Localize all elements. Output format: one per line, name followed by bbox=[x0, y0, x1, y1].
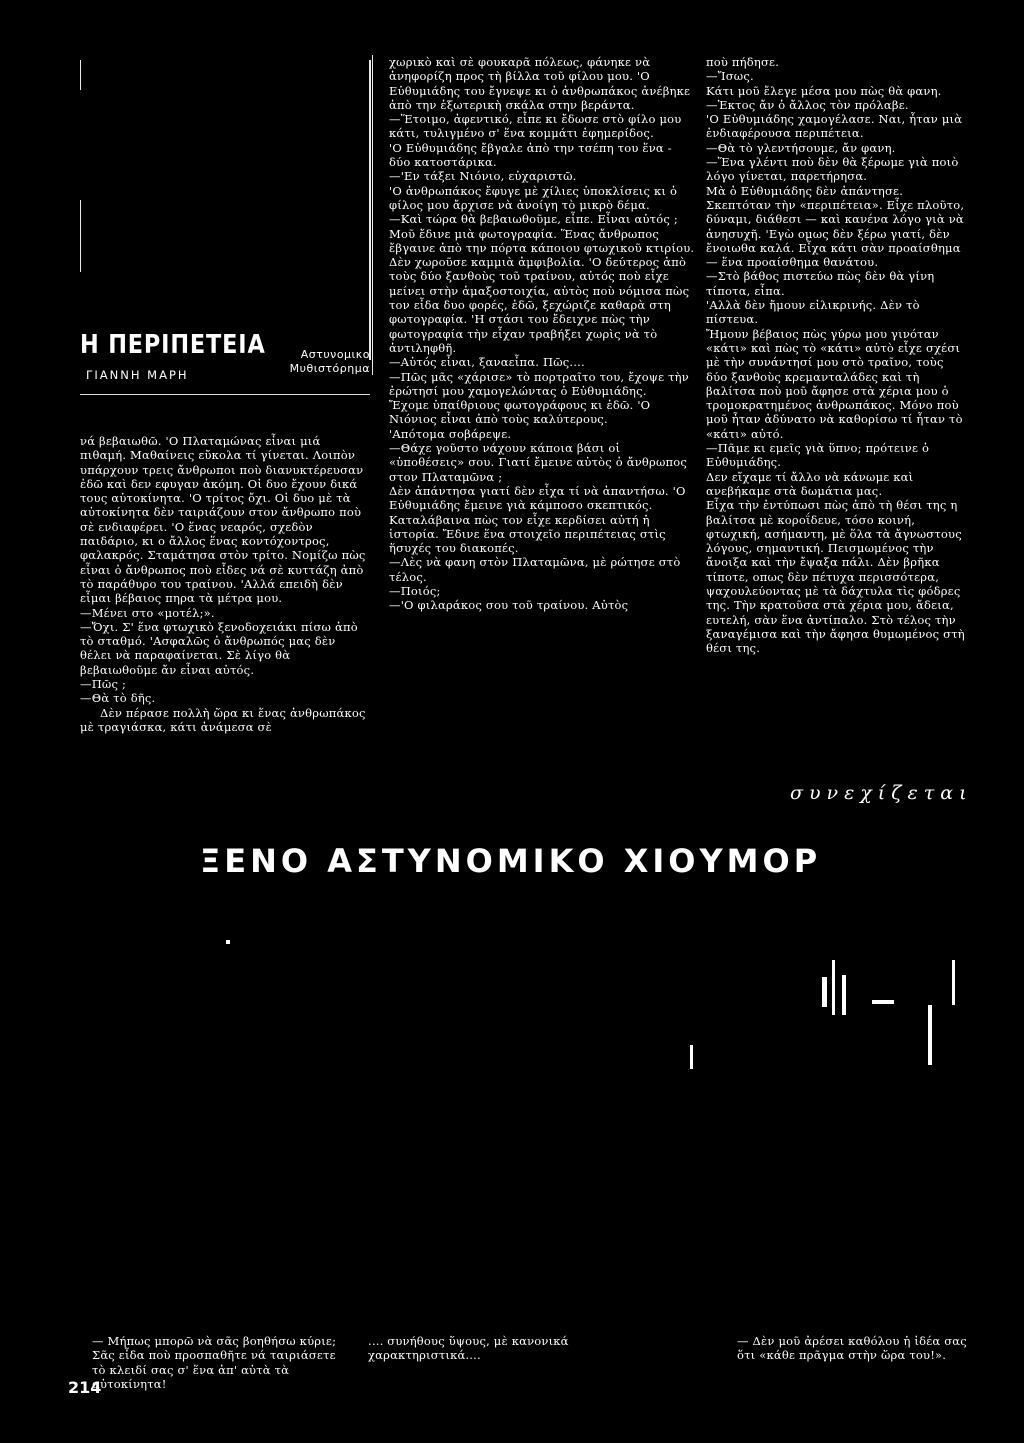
paragraph: —Ἐκτος ἄν ὁ ἄλλος τὸν πρόλαβε. bbox=[706, 97, 909, 112]
paragraph: —Ἕτοιμο, ἀφεντικό, εἶπε κι ἔδωσε στὸ φίλο μου κάτι, τυλιγμένο σ' ἕνα κομμάτι ἐφημερίδος. bbox=[389, 112, 682, 141]
paragraph: —Μένει στο «μοτέλ;». bbox=[80, 605, 215, 620]
cartoon-caption-1: — Μήπως μπορῶ νὰ σᾶς βοηθήσω κύριε; Σᾶς εἶδα ποὺ προσπαθῆτε νά ταιριάσετε τὸ κλειδί σας σ' ἕνα ἀπ' αὐτὰ τὰ αὐτοκίνητα! bbox=[92, 1334, 337, 1391]
paragraph: Ἔχομε ὑπαίθριους φωτογράφους κι ἐδῶ. 'Ο Νιόνιος εἶναι ἀπὸ τοὺς καλύτερους. bbox=[389, 398, 651, 427]
cartoon-stroke bbox=[822, 977, 827, 1007]
column-rule-top bbox=[372, 55, 373, 375]
cartoon-stroke bbox=[226, 940, 230, 944]
paragraph: —Πῶς μᾶς «χάρισε» τὸ πορτραῖτο του, ἔχοψε τὴν ἐρώτησί μου χαμογελώντας ὁ Εὐθυμιάδης. bbox=[389, 369, 689, 398]
genre-label-1: Αστυνομικο bbox=[300, 348, 370, 361]
paragraph: —Θὰ τὸ γλεντήσουμε, ἄν φανη. bbox=[706, 140, 896, 155]
paragraph: ποὺ πήδησε. bbox=[706, 55, 780, 69]
paragraph: —Θὰ τὸ δῆς. bbox=[80, 691, 156, 706]
paragraph: νά βεβαιωθῶ. 'Ο Πλαταμώνας εἶναι μιά πιθαμή. Μαθαίνεις εὔκολα τί γίνεται. Λοιπὸν υπάρχουν τρεις ἄνθρωποι ποὺ διανυκτέρευσαν ἐδῶ καὶ δεν εφυγαν ἀκόμη. Οἱ δυο ἔχουν δικά τους αὐτοκίνητα. 'Ο τρίτος ὄχι. Οἱ δυο μὲ τὰ αὐτοκίνητα δὲν ταιριάζουν στον ἄνθρωπο ποὺ σὲ ενδιαφέρει. 'Ο ἕνας νεαρός, σχεδὸν παιδάριο, κι ο ἄλλος ἕνας κοντόχοντρος, φαλακρός. Σταμάτησα στὸν τρίτο. Νομίζω πὼς εἶναι ὁ ἄνθρωπος ποὺ εἶδες νά σὲ κυττάζη ἀπὸ τὸ παράθυρο του τραίνου. 'Αλλά επειδὴ δὲν εἶμαι βέβαιος πηρα τὰ μέτρα μου. bbox=[80, 434, 366, 606]
paragraph: Εἶχα τὴν ἐντύπωσι πὼς ἀπὸ τὴ θέσι της η βαλίτσα μὲ κοροΐδευε, τόσο κοινή, φτωχική, ασήμαντη, μὲ ὅλα τὰ ἄγνωστους λόγους, σημαντική. Πεισμωμένος τὴν ἄνοιξα καὶ τὴν ἔψαξα πάλι. Δὲν βρῆκα τίποτε, οπως δὲν πέτυχα περισσότερα, ψαχουλεύοντας μὲ τὰ δάχτυλα τὶς φόδρες της. Τὴν κρατοῦσα στὰ χέρια μου, ἄδεια, ευτελή, σὰν ἕνα ἀντίπαλο. Στὸ τέλος τὴν ξαναγέμισα καὶ τὴν ἄφησα θυμωμένος στὴ θέσι της. bbox=[706, 498, 965, 656]
paragraph: χωρικὸ καὶ σὲ φουκαρᾶ πόλεως, φάνηκε νὰ ἀνηφορίζη προς τὴ βίλλα τοῦ φίλου μου. 'Ο Εὐθυμιάδης του ἔγνεψε κι ὁ ἀνθρωπάκος ἀνέβηκε ἀπὸ την ἐξωτερικὴ σκάλα στην βεράντα. bbox=[389, 55, 691, 112]
paragraph: —Λὲς νὰ φανη στὸν Πλαταμῶνα, μὲ ρώτησε στὸ τέλος. bbox=[389, 555, 681, 584]
paragraph: Δεν εἴχαμε τί ἄλλο νὰ κάνωμε καὶ ανεβήκαμε στὰ δωμάτια μας. bbox=[706, 469, 914, 498]
author-name: ΓΙΑΝΝΗ ΜΑΡΗ bbox=[86, 368, 189, 382]
cartoon-stroke bbox=[842, 975, 846, 1015]
page-number: 214 bbox=[68, 1378, 102, 1397]
paragraph: —Ἴσως. bbox=[706, 69, 754, 84]
paragraph: Δὲν χωροῦσε καμμιὰ ἀμφιβολία. 'Ο δεύτερος ἀπὸ τοὺς δύο ξανθοὺς τοῦ τραίνου, αὐτός ποὺ εἶχε μείνει στὴν ἁμαξοστοιχία, αὐτὸς ποὺ νόμισα πὼς τον εἶδα δυο φορές, ἐδῶ, ξεχώριζε καθαρὰ στη φωτογραφία. 'Η στάσι του ἔδειχνε πὼς τὴν φωτογραφία τὴν εἶχαν τραβήξει χωρὶς νὰ τὸ ἀντιληφθῆ. bbox=[389, 255, 690, 355]
cartoon-stroke bbox=[872, 1000, 894, 1004]
paragraph: 'Αλλὰ δὲν ἤμουν εἰλικρινής. Δὲν τὸ πίστευα. bbox=[706, 298, 920, 327]
paragraph: 'Ο ἀνθρωπάκος ἔφυγε μὲ χίλιες ὑποκλίσεις κι ὁ φίλος μου ἄρχισε νὰ ἀνοίγη τὸ μικρὸ δέμα. bbox=[389, 183, 678, 212]
story-header bbox=[80, 316, 370, 382]
cartoon-caption-2: .... συνήθους ὕψους, μὲ κανονικά χαρακτηριστικά.... bbox=[368, 1334, 569, 1363]
cartoon-caption-3: — Δὲν μοῦ ἀρέσει καθόλου ἡ ἰδέα σας ὅτι «κάθε πρᾶγμα στὴν ὥρα του!». bbox=[737, 1334, 967, 1363]
paragraph: —Πῶς ; bbox=[80, 677, 127, 692]
text-column-1 bbox=[80, 434, 370, 734]
paragraph: —'Εν τάξει Νιόνιο, εὐχαριστῶ. bbox=[389, 169, 577, 184]
paragraph: Μοῦ ἔδινε μιὰ φωτογραφία. Ἕνας ἄνθρωπος ἔβγαινε ἀπὸ την πόρτα κάποιου φτωχικοῦ κτιρίου. bbox=[389, 226, 695, 255]
column-rule-right bbox=[369, 60, 371, 360]
title-divider bbox=[80, 394, 370, 395]
cartoon-panel bbox=[90, 905, 990, 1325]
paragraph: —Πᾶμε κι εμεῖς γιὰ ὕπνο; πρότεινε ὁ Εὐθυμιάδης. bbox=[706, 441, 930, 470]
paragraph: Σκεπτόταν τὴν «περιπέτεια». Εἶχε πλοῦτο, δύναμι, διάθεσι — καὶ κανένα λόγο γιὰ νὰ ἀνησυχῆ. 'Εγὼ ομως δὲν ξέρω γιατί, δὲν ἔνοιωθα καλά. Εἶχα κάτι σὰν προαίσθημα — ἕνα προαίσθημα θανάτου. bbox=[706, 197, 965, 270]
paragraph: —Καὶ τώρα θὰ βεβαιωθοῦμε, εἶπε. Εἶναι αὐτός ; bbox=[389, 212, 678, 227]
text-column-2 bbox=[389, 55, 695, 613]
text-column-3 bbox=[706, 55, 968, 655]
paragraph: Δὲν ἀπάντησα γιατί δὲν εἶχα τί νὰ ἀπαντήσω. 'Ο Εὐθυμιάδης ἔμεινε γιὰ κάμποσο σκεπτικός. Καταλάβαινα πὼς τον εἶχε κερδίσει αὐτή ἡ ἱστορία. Ἔδινε ἕνα στοιχεῖο περιπέτειας στὶς ἥσυχές του διακοπές. bbox=[389, 483, 686, 556]
paragraph: 'Ο Εὐθυμιάδης ἔβγαλε ἀπὸ την τσέπη του ἕνα - δύο κατοστάρικα. bbox=[389, 140, 672, 170]
paragraph: Ἤμουν βέβαιος πὼς γύρω μου γινόταν «κάτι» καὶ πὼς τὸ «κάτι» αὐτὸ εἶχε σχέσι μὲ τὴν συνάντησί μου στὸ τραῖνο, τοὺς δύο ξανθοὺς κρεμανταλάδες καὶ τὴ βαλίτσα ποὺ μοῦ ἄφησε στὰ χέρια μου ὁ τρομοκρατημένος ἀνθρωπάκος. Μόνο ποὺ μοῦ ἦταν ἀδύνατο νὰ καθορίσω τί ἦταν τὸ «κάτι» αὐτό. bbox=[706, 326, 963, 441]
paragraph: —Θάχε γοῦστο νάχουν κάποια βάσι οἱ «ὑποθέσεις» σου. Γιατί ἔμεινε αὐτὸς ὁ ἄνθρωπος στον Πλαταμῶνα ; bbox=[389, 441, 688, 484]
cartoon-stroke bbox=[690, 1045, 693, 1069]
cartoon-stroke bbox=[928, 1005, 932, 1065]
paragraph: Κάτι μοῦ ἔλεγε μέσα μου πὼς θὰ φανη. bbox=[706, 83, 942, 98]
margin-rule-short bbox=[80, 60, 81, 90]
paragraph: —'Ο φιλαράκος σου τοῦ τραίνου. Αὐτὸς bbox=[389, 598, 629, 613]
paragraph: Μὰ ὁ Εὐθυμιάδης δὲν ἀπάντησε. bbox=[706, 183, 904, 198]
paragraph: —Ἕνα γλέντι ποὺ δὲν θὰ ξέρωμε γιὰ ποιὸ λόγο γίνεται, παρετήρησα. bbox=[706, 155, 959, 184]
cartoon-stroke bbox=[832, 960, 835, 1015]
story-title: Η ΠΕΡΙΠΕΤΕΙΑ bbox=[80, 330, 266, 360]
section-heading: ΞΕΝΟ ΑΣΤΥΝΟΜΙΚΟ ΧΙΟΥΜΟΡ bbox=[200, 842, 822, 880]
continued-label: συνεχίζεται bbox=[790, 782, 973, 804]
paragraph: —Αὐτός εἶναι, ξαναεἶπα. Πῶς.... bbox=[389, 355, 585, 370]
paragraph: —Ὄχι. Σ' ἕνα φτωχικὸ ξενοδοχειάκι πίσω ἀπὸ τὸ σταθμό. 'Ασφαλῶς ὁ ἄνθρωπός μας δὲν θέλει νὰ παραφαίνεται. Σὲ λίγο θὰ βεβαιωθοῦμε ἄν εἶναι αὐτός. bbox=[80, 619, 358, 677]
paragraph: —Ποιός; bbox=[389, 583, 441, 598]
paragraph: —Στὸ βάθος πιστεύω πὼς δὲν θὰ γίνη τίποτα, εἶπα. bbox=[706, 269, 935, 298]
margin-rule-long bbox=[80, 200, 81, 272]
paragraph: 'Ο Εὐθυμιάδης χαμογέλασε. Ναι, ἦταν μιὰ ἐνδιαφέρουσα περιπέτεια. bbox=[706, 112, 963, 141]
genre-label-2: Μυθιστόρημα bbox=[289, 362, 370, 375]
cartoon-stroke bbox=[952, 960, 955, 1005]
paragraph: Δὲν πέρασε πολλὴ ὥρα κι ἕνας ἀνθρωπάκος μὲ τραγιάσκα, κάτι ἀνάμεσα σὲ bbox=[80, 705, 366, 734]
paragraph: 'Απότομα σοβάρεψε. bbox=[389, 426, 512, 441]
